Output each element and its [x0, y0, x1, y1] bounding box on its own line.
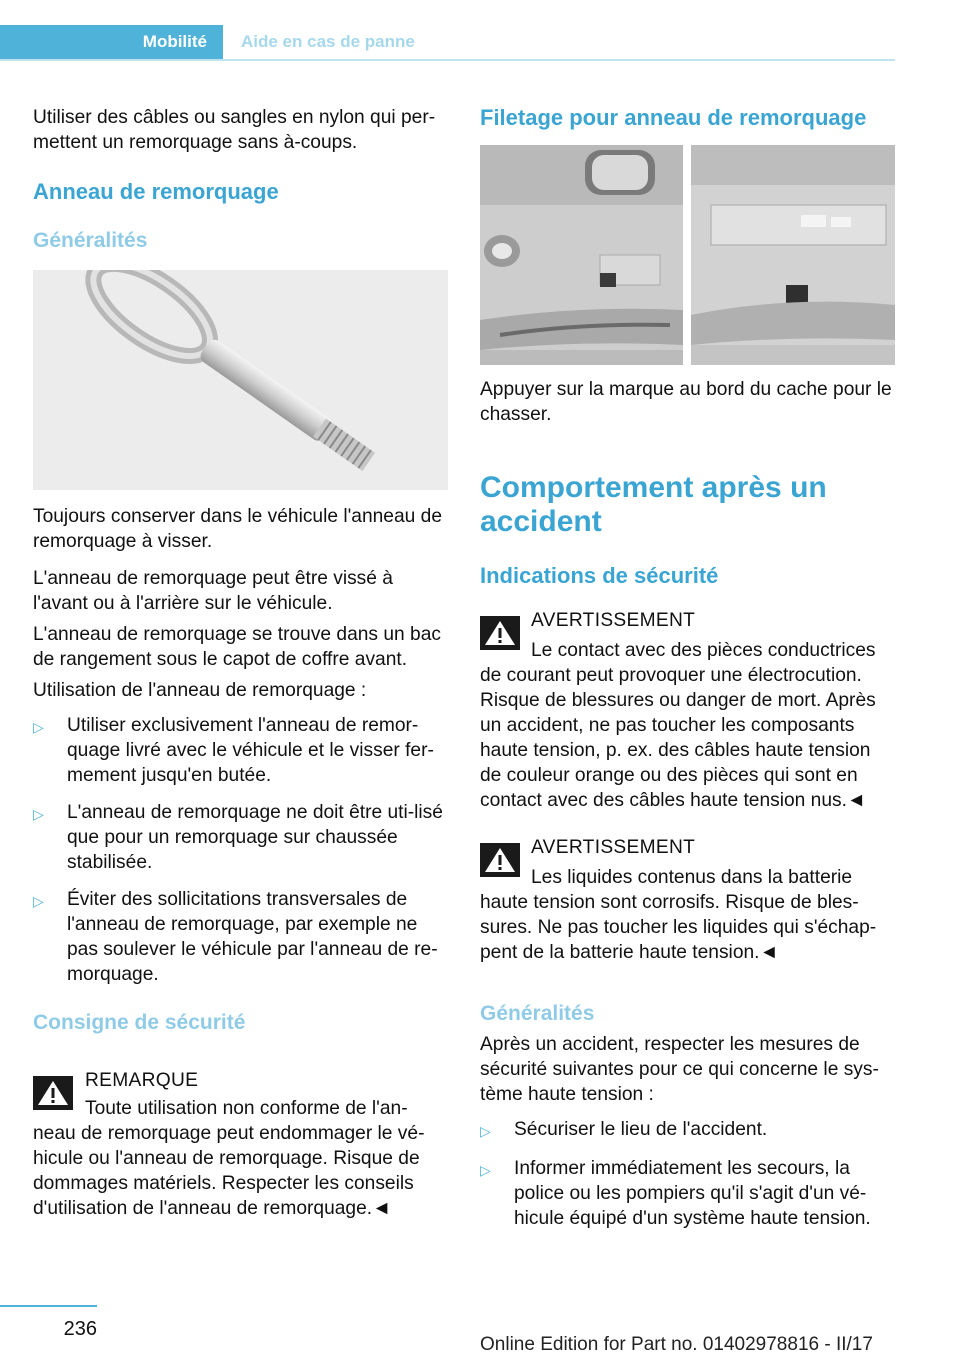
list-item: ▷ Sécuriser le lieu de l'accident. [480, 1117, 895, 1144]
warning-first-line: Toute utilisation non conforme de l'an‐ [85, 1098, 408, 1119]
warning-text: haute tension sont corrosifs. Risque de bles‐sures. Ne pas toucher les liquides qui s'échap‐pent de la batterie haute tension.◄ [480, 892, 877, 963]
list-item: ▷ Informer immédiatement les secours, la police ou les pompiers qu'il s'agit d'un vé‐hicule équipé d'un système haute tension. [480, 1158, 871, 1229]
warning-avertissement-1 [480, 610, 895, 813]
front-bumper-closeup-illustration [691, 145, 895, 365]
intro-paragraph: Utiliser des câbles ou sangles en nylon qui per‐mettent un remorquage sans à-coups. [33, 107, 436, 153]
front-bumper-image-2 [691, 145, 895, 365]
warning-triangle-icon [480, 616, 520, 650]
warning-text: de courant peut provoquer une électrocution. Risque de blessures ou danger de mort. Après un accident, ne pas toucher les composants haute tension, p. ex. des câbles haute tension de couleur orange ou des pièces qui sont en contact avec des câbles haute tension nus.◄ [480, 665, 876, 811]
list-item: ▷ Éviter des sollicitations transversales de l'anneau de remorquage, par exemple ne pas soulever le véhicule par l'anneau de re‐morquage. [33, 889, 438, 985]
tab-mobilite[interactable] [0, 25, 223, 61]
warning-remarque [33, 1070, 448, 1221]
list-item: ▷ Utiliser exclusivement l'anneau de remor‐quage livré avec le véhicule et le visser fer‐mement jusqu'en butée. [33, 715, 434, 786]
heading-generalites: Généralités [480, 1002, 595, 1025]
bullet-arrow-icon: ▷ [33, 806, 44, 822]
header-rule [0, 59, 895, 61]
paragraph-conserver: Toujours conserver dans le véhicule l'anneau de remorquage à visser. [33, 506, 442, 552]
warning-title: AVERTISSEMENT [531, 610, 696, 631]
heading-indications-securite: Indications de sécurité [480, 563, 719, 588]
warning-title: AVERTISSEMENT [531, 837, 696, 858]
tow-eye-illustration [33, 270, 448, 490]
online-edition-note: Online Edition for Part no. 01402978816 - II/17 [480, 1334, 873, 1355]
heading-comportement: Comportement après un accident [480, 471, 827, 538]
left-column [33, 105, 448, 253]
bullet-arrow-icon: ▷ [33, 893, 44, 909]
warning-first-line: Les liquides contenus dans la batterie [531, 867, 853, 888]
warning-first-line: Le contact avec des pièces conductrices [531, 640, 876, 661]
warning-triangle-icon [33, 1076, 73, 1110]
page-number: 236 [63, 1318, 97, 1340]
paragraph-utilisation: Utilisation de l'anneau de remorquage : [33, 680, 367, 701]
footer-rule [0, 1305, 97, 1307]
right-column-generalites [480, 1002, 895, 1231]
paragraph-apres-accident: Après un accident, respecter les mesures de sécurité suivantes pour ce qui concerne le sys‐tème haute tension : [480, 1034, 879, 1105]
heading-filetage: Filetage pour anneau de remorquage [480, 105, 867, 130]
paragraph-appuyer: Appuyer sur la marque au bord du cache pour le chasser. [480, 379, 892, 425]
tow-eye-image [33, 270, 448, 490]
warning-triangle-icon [480, 843, 520, 877]
list-item: ▷ L'anneau de remorquage ne doit être uti‐lisé que pour un remorquage sur chaussée stabilisée. [33, 802, 443, 873]
bullet-arrow-icon: ▷ [33, 719, 44, 735]
bullet-arrow-icon: ▷ [480, 1123, 491, 1139]
paragraph-visse: L'anneau de remorquage peut être vissé à l'avant ou à l'arrière sur le véhicule. [33, 568, 393, 614]
bullet-arrow-icon: ▷ [480, 1162, 491, 1178]
heading-generalites: Généralités [33, 229, 148, 252]
heading-anneau-de-remorquage: Anneau de remorquage [33, 179, 279, 204]
front-bumper-image-1 [480, 145, 683, 365]
tab-aide-en-cas-de-panne[interactable]: Aide en cas de panne [241, 32, 415, 51]
paragraph-bac: L'anneau de remorquage se trouve dans un bac de rangement sous le capot de coffre avant. [33, 624, 441, 670]
warning-avertissement-2 [480, 837, 895, 965]
left-column-body [33, 504, 448, 1035]
tab-mobilite-label: Mobilité [142, 32, 207, 51]
warning-title: REMARQUE [85, 1070, 199, 1091]
heading-consigne-de-securite: Consigne de sécurité [33, 1011, 246, 1034]
warning-text: neau de remorquage peut endommager le vé‐hicule ou l'anneau de remorquage. Risque de dommages matériels. Respecter les conseils d'utilisation de l'anneau de remorquage.◄ [33, 1123, 425, 1219]
right-column-body [480, 377, 895, 589]
front-bumper-illustration [480, 145, 683, 365]
